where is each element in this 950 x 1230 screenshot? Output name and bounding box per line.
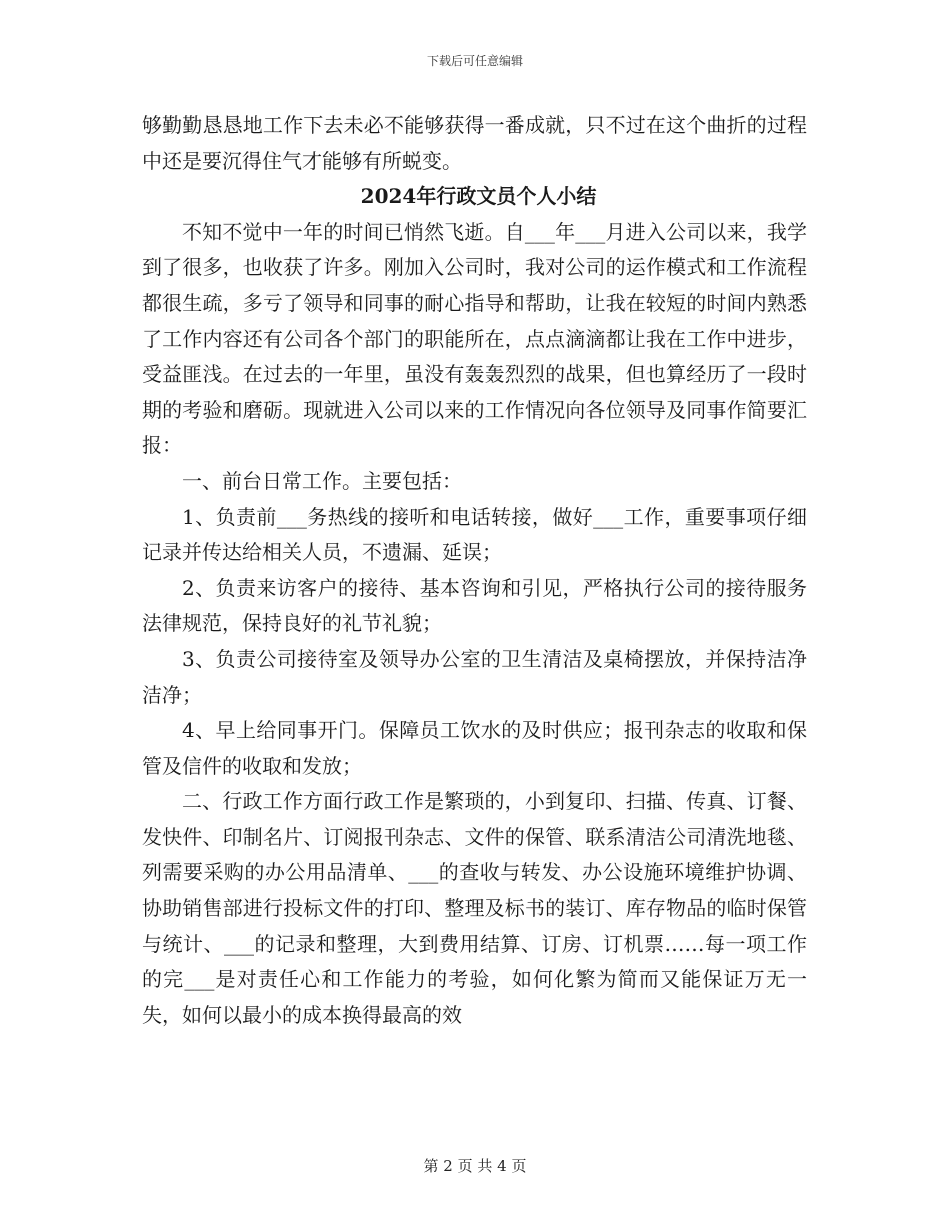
document-title: 2024年行政文员个人小结 [360, 184, 597, 209]
section-heading-front-desk: 一、前台日常工作。主要包括： [182, 468, 462, 493]
page-indicator: 第 2 页 共 4 页 [423, 1157, 527, 1175]
paragraph-intro: 不知不觉中一年的时间已悄然飞逝。自___年___月进入公司以来，我学到了很多，也收获了许多。刚加入公司时，我对公司的运作模式和工作流程都很生疏，多亏了领导和同事的耐心指导和帮助，让我在较短的时间内熟悉了工作内容还有公司各个部门的职能所在，点点滴滴都让我在工作中进步，受益匪浅。在过去的一年里，虽没有轰轰烈烈的战果，但也算经历了一段时期的考验和磨砺。现就进入公司以来的工作情况向各位领导及同事作简要汇报： [142, 219, 807, 458]
document-body [142, 108, 807, 1033]
header-note: 下载后可任意编辑 [426, 54, 523, 68]
paragraph-continuation: 够勤勤恳恳地工作下去未必不能够获得一番成就，只不过在这个曲折的过程中还是要沉得住气才能够有所蜕变。 [142, 113, 807, 173]
list-item: 3、负责公司接待室及领导办公室的卫生清洁及桌椅摆放，并保持洁净洁净； [142, 646, 807, 707]
list-item: 1、负责前___务热线的接听和电话转接，做好___工作，重要事项仔细记录并传达给相关人员，不遗漏、延误； [142, 504, 807, 565]
section-admin-work: 二、行政工作方面行政工作是繁琐的，小到复印、扫描、传真、订餐、发快件、印制名片、订阅报刊杂志、文件的保管、联系清洁公司清洗地毯、列需要采购的办公用品清单、___的查收与转发、办公设施环境维护协调、协助销售部进行投标文件的打印、整理及标书的装订、库存物品的临时保管与统计、___的记录和整理，大到费用结算、订房、订机票……每一项工作的完___是对责任心和工作能力的考验，如何化繁为简而又能保证万无一失，如何以最小的成本换得最高的效 [142, 789, 807, 1027]
list-item: 4、早上给同事开门。保障员工饮水的及时供应；报刊杂志的收取和保管及信件的收取和发放； [142, 718, 807, 778]
list-item: 2、负责来访客户的接待、基本咨询和引见，严格执行公司的接待服务法律规范，保持良好的礼节礼貌； [142, 575, 807, 636]
